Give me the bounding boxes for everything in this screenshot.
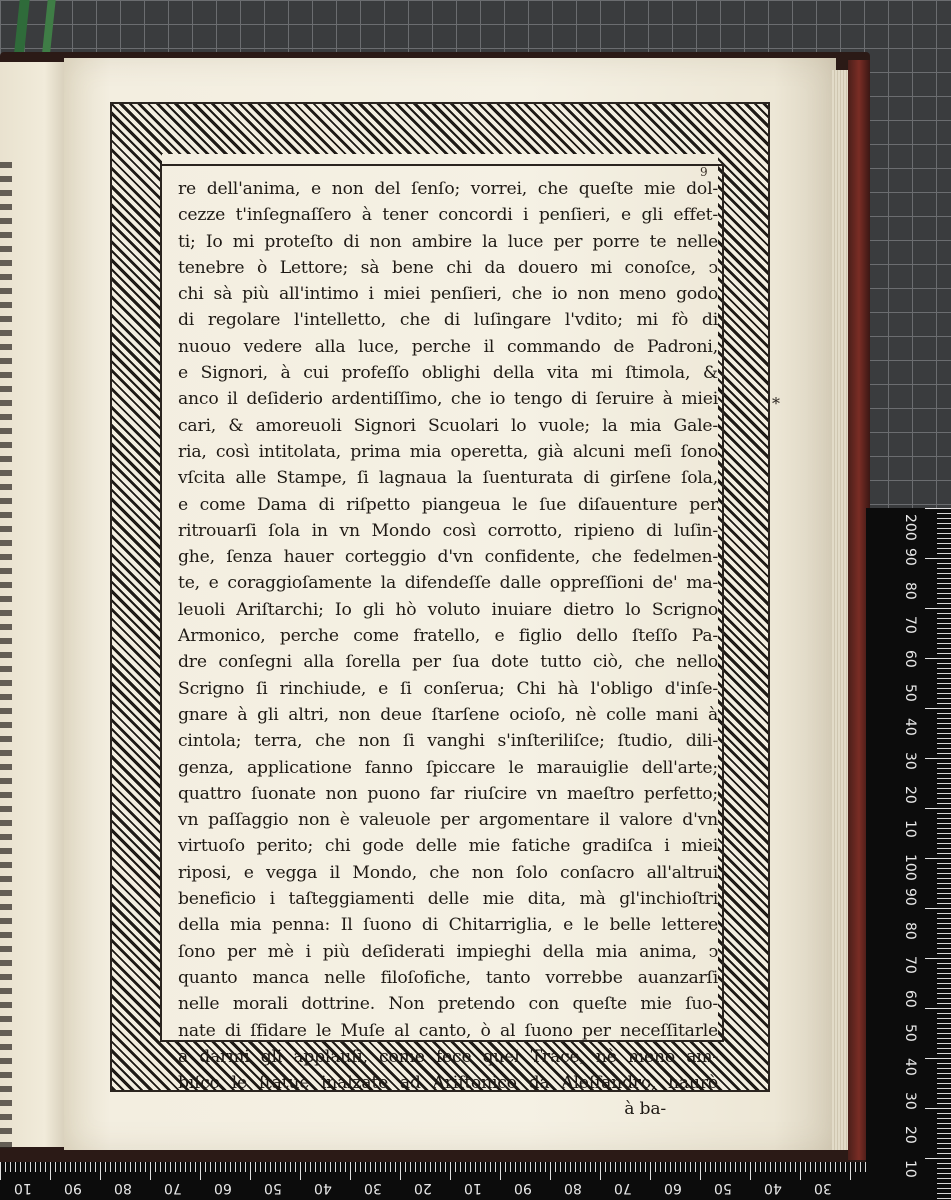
text-line: e Signori, à cui profeſſo oblighi della vita mi ſtimola, & xyxy=(178,363,718,384)
ruler-label: 20 xyxy=(414,1180,432,1196)
ruler-label: 60 xyxy=(664,1180,682,1196)
ruler-label: 50 xyxy=(902,684,918,702)
text-line: ſono per mè i più deſiderati impieghi della mia anima, ↄ xyxy=(178,941,718,962)
ruler-label: 100 xyxy=(902,854,918,881)
ruler-label: 30 xyxy=(364,1180,382,1196)
ruler-label: 70 xyxy=(902,956,918,974)
text-line: nelle morali dottrine. Non pretendo con queſte mie ſuo- xyxy=(178,994,718,1015)
ruler-label: 10 xyxy=(902,820,918,838)
text-line: re dell'anima, e non del ſenſo; vorrei, che queſte mie dol- xyxy=(178,179,718,199)
ruler-label: 10 xyxy=(464,1180,482,1196)
ruler-label: 70 xyxy=(164,1180,182,1196)
verso-page xyxy=(0,62,65,1147)
text-line: chi sà più all'intimo i miei penſieri, che io non meno godo xyxy=(178,284,718,305)
text-line: ria, così intitolata, prima mia operetta, già alcuni meſi ſono xyxy=(178,441,718,462)
ruler-label: 10 xyxy=(902,1160,918,1178)
ruler-label: 90 xyxy=(902,548,918,566)
text-line: beneficio i taſteggiamenti delle mie dita, mà gl'inchioſtri xyxy=(178,889,718,910)
ruler-label: 40 xyxy=(902,1058,918,1076)
ruler-label: 60 xyxy=(902,990,918,1008)
page-edges xyxy=(832,70,848,1150)
text-line: tenebre ò Lettore; sà bene chi da douero mi conoſce, ↄ xyxy=(178,257,718,278)
text-line: genza, applicatione fanno ſpiccare le marauiglie dell'arte; xyxy=(178,757,718,778)
text-line: di regolare l'intelletto, che di luſingare l'vdito; mi fò di xyxy=(178,310,718,331)
text-line: cezze t'inſegnaſſero à tener concordi i penſieri, e gli effet- xyxy=(178,205,718,226)
horizontal-ruler xyxy=(0,1162,866,1200)
text-line: cari, & amoreuoli Signori Scuolari lo vuole; la mia Gale- xyxy=(178,415,718,436)
text-line: gnare à gli altri, non deue ſtarſene ocioſo, nè colle mani à xyxy=(178,704,718,725)
text-line: vn paſſaggio non è valeuole per argomentare il valore d'vn xyxy=(178,810,718,831)
ruler-label: 70 xyxy=(614,1180,632,1196)
text-line: cintola; terra, che non ſi vanghi s'inſteriliſce; ſtudio, dili- xyxy=(178,731,718,752)
text-line: te, e coraggioſamente la difendeſſe dalle oppreſſioni de' ma- xyxy=(178,573,718,594)
text-line: virtuoſo perito; chi gode delle mie fatiche gradiſca i miei xyxy=(178,836,718,857)
ruler-label: 30 xyxy=(902,1092,918,1110)
ruler-label: 40 xyxy=(764,1180,782,1196)
text-line: Scrigno ſi rinchiude, e ſi conſerua; Chi hà l'obligo d'inſe- xyxy=(178,678,718,699)
text-line: ritrouarſi ſola in vn Mondo così corrotto, ripieno di luſin- xyxy=(178,520,718,541)
vertical-ruler xyxy=(866,508,951,1200)
ruler-label: 90 xyxy=(514,1180,532,1196)
ruler-label: 50 xyxy=(264,1180,282,1196)
text-line: biſco le ſtatue inalzate ad Ariſtonico da Aleſſandro, haurò xyxy=(178,1073,718,1094)
ruler-label: 60 xyxy=(902,650,918,668)
verso-ornament xyxy=(0,162,12,1152)
ruler-label: 40 xyxy=(902,718,918,736)
text-line: dre conſegni alla ſorella per ſua dote tutto ciò, che nello xyxy=(178,652,718,673)
text-line: ti; Io mi proteſto di non ambire la luce per porre te nelle xyxy=(178,231,718,252)
ruler-label: 200 xyxy=(902,514,918,541)
text-line: anco il deſiderio ardentiſſimo, che io tengo di ſeruire à miei xyxy=(178,389,718,410)
text-line: quattro ſuonate non puono far riuſcire vn maeſtro perfetto; xyxy=(178,783,718,804)
ruler-label: 40 xyxy=(314,1180,332,1196)
text-line: nuouo vedere alla luce, perche il commando de Padroni, xyxy=(178,336,718,357)
page-number: 9 xyxy=(700,165,708,179)
ruler-label: 80 xyxy=(902,922,918,940)
ruler-label: 80 xyxy=(114,1180,132,1196)
text-block xyxy=(178,176,718,1120)
text-line: à darmi gli applauſi, come fece quel Trace, nè meno am- xyxy=(178,1046,718,1067)
text-line: leuoli Ariſtarchi; Io gli hò voluto inuiare dietro lo Scrigno xyxy=(178,599,718,620)
text-line: e come Dama di riſpetto piangeua le ſue diſauenture per xyxy=(178,494,718,515)
ruler-label: 30 xyxy=(814,1180,832,1196)
catchword: à ba- xyxy=(624,1099,666,1120)
text-line: Armonico, perche come fratello, e figlio dello ſteſſo Pa- xyxy=(178,626,718,647)
text-line: quanto manca nelle filoſofiche, tanto vorrebbe auanzarſi xyxy=(178,967,718,988)
text-line: nate di ſfidare le Muſe al canto, ò al ſuono per neceſſitarle xyxy=(178,1020,718,1041)
text-line: ghe, ſenza hauer corteggio d'vn confidente, che fedelmen- xyxy=(178,547,718,568)
ruler-label: 80 xyxy=(902,582,918,600)
ruler-label: 20 xyxy=(902,786,918,804)
ruler-label: 10 xyxy=(14,1180,32,1196)
ruler-label: 50 xyxy=(714,1180,732,1196)
text-line: vſcita alle Stampe, ſi lagnaua la ſuenturata di girſene ſola, xyxy=(178,468,718,489)
ruler-label: 90 xyxy=(64,1180,82,1196)
margin-asterisk: * xyxy=(772,394,780,413)
ruler-label: 20 xyxy=(902,1126,918,1144)
ruler-label: 50 xyxy=(902,1024,918,1042)
ruler-label: 90 xyxy=(902,888,918,906)
ruler-label: 80 xyxy=(564,1180,582,1196)
text-line: riposi, e vegga il Mondo, che non ſolo conſacro all'altrui xyxy=(178,862,718,883)
text-line: della mia penna: Il ſuono di Chitarriglia, e le belle lettere xyxy=(178,915,718,936)
ruler-label: 70 xyxy=(902,616,918,634)
ruler-label: 60 xyxy=(214,1180,232,1196)
ruler-label: 30 xyxy=(902,752,918,770)
